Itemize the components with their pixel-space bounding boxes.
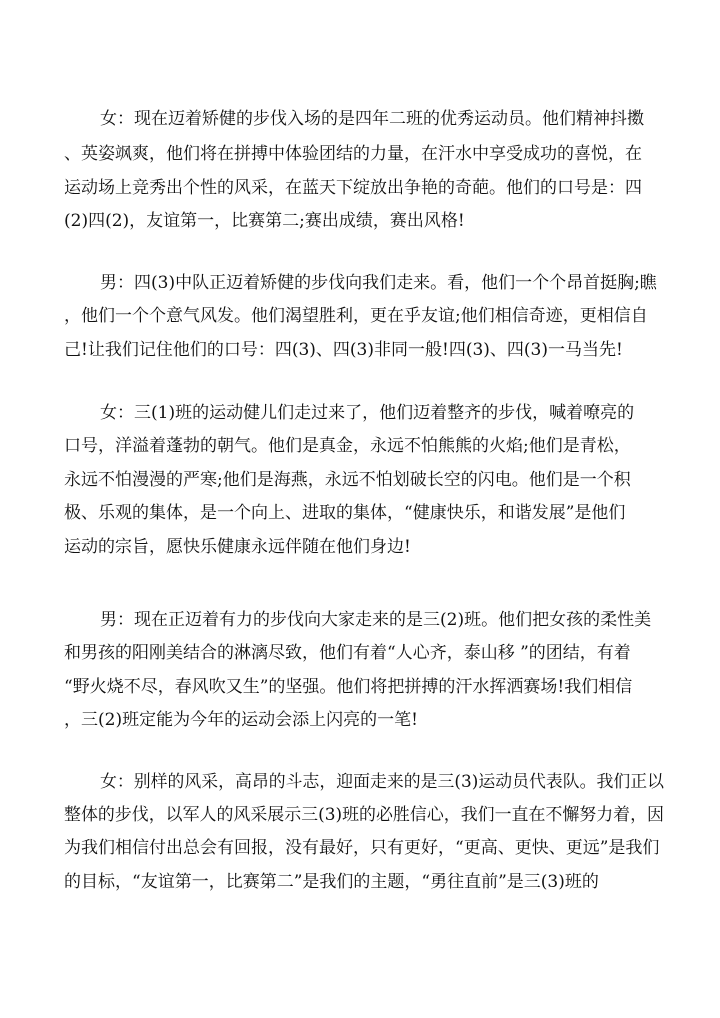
paragraph-2-line-1: 男：四(3)中队正迈着矫健的步伐向我们走来。看，他们一个个昂首挺胸;瞧	[100, 273, 657, 293]
paragraph-4-line-4: ，三(2)班定能为今年的运动会添上闪亮的一笔!	[64, 710, 418, 730]
paragraph-3-line-4: 极、乐观的集体，是一个向上、进取的集体，“健康快乐，和谐发展”是他们	[64, 503, 626, 523]
paragraph-4-line-2: 和男孩的阳刚美结合的淋漓尽致，他们有着“人心齐，泰山移 ”的团结，有着	[64, 643, 631, 663]
paragraph-1-line-4: (2)四(2)，友谊第一，比赛第二;赛出成绩，赛出风格!	[64, 211, 465, 231]
paragraph-5-line-2: 整体的步伐，以军人的风采展示三(3)班的必胜信心，我们一直在不懈努力着，因	[64, 805, 664, 825]
paragraph-3-line-1: 女：三(1)班的运动健儿们走过来了，他们迈着整齐的步伐，喊着嘹亮的	[100, 403, 635, 423]
paragraph-4-line-1: 男：现在正迈着有力的步伐向大家走来的是三(2)班。他们把女孩的柔性美	[100, 610, 652, 630]
paragraph-2-line-3: 己!让我们记住他们的口号：四(3)、四(3)非同一般!四(3)、四(3)一马当先!	[64, 340, 623, 360]
paragraph-3-line-5: 运动的宗旨，愿快乐健康永远伴随在他们身边!	[64, 537, 411, 557]
paragraph-3-line-3: 永远不怕漫漫的严寒;他们是海燕，永远不怕划破长空的闪电。他们是一个积	[64, 470, 631, 490]
paragraph-5-line-1: 女：别样的风采，高昂的斗志，迎面走来的是三(3)运动员代表队。我们正以	[100, 772, 664, 792]
paragraph-4-line-3: “野火烧不尽，春风吹又生”的坚强。他们将把拼搏的汗水挥洒赛场!我们相信	[64, 677, 633, 697]
paragraph-5-line-4: 的目标，“友谊第一，比赛第二”是我们的主题，“勇往直前”是三(3)班的	[64, 872, 599, 892]
paragraph-5-line-3: 为我们相信付出总会有回报，没有最好，只有更好，“更高、更快、更远”是我们	[64, 838, 660, 858]
paragraph-3-line-2: 口号，洋溢着蓬勃的朝气。他们是真金，永远不怕熊熊的火焰;他们是青松，	[64, 436, 631, 456]
paragraph-2-line-2: ，他们一个个意气风发。他们渴望胜利，更在乎友谊;他们相信奇迹，更相信自	[64, 306, 648, 326]
paragraph-1-line-2: 、英姿飒爽，他们将在拼搏中体验团结的力量，在汗水中享受成功的喜悦，在	[64, 144, 642, 164]
paragraph-1-line-1: 女：现在迈着矫健的步伐入场的是四年二班的优秀运动员。他们精神抖擞	[100, 109, 644, 129]
paragraph-1-line-3: 运动场上竞秀出个性的风采，在蓝天下绽放出争艳的奇葩。他们的口号是：四	[64, 178, 642, 198]
